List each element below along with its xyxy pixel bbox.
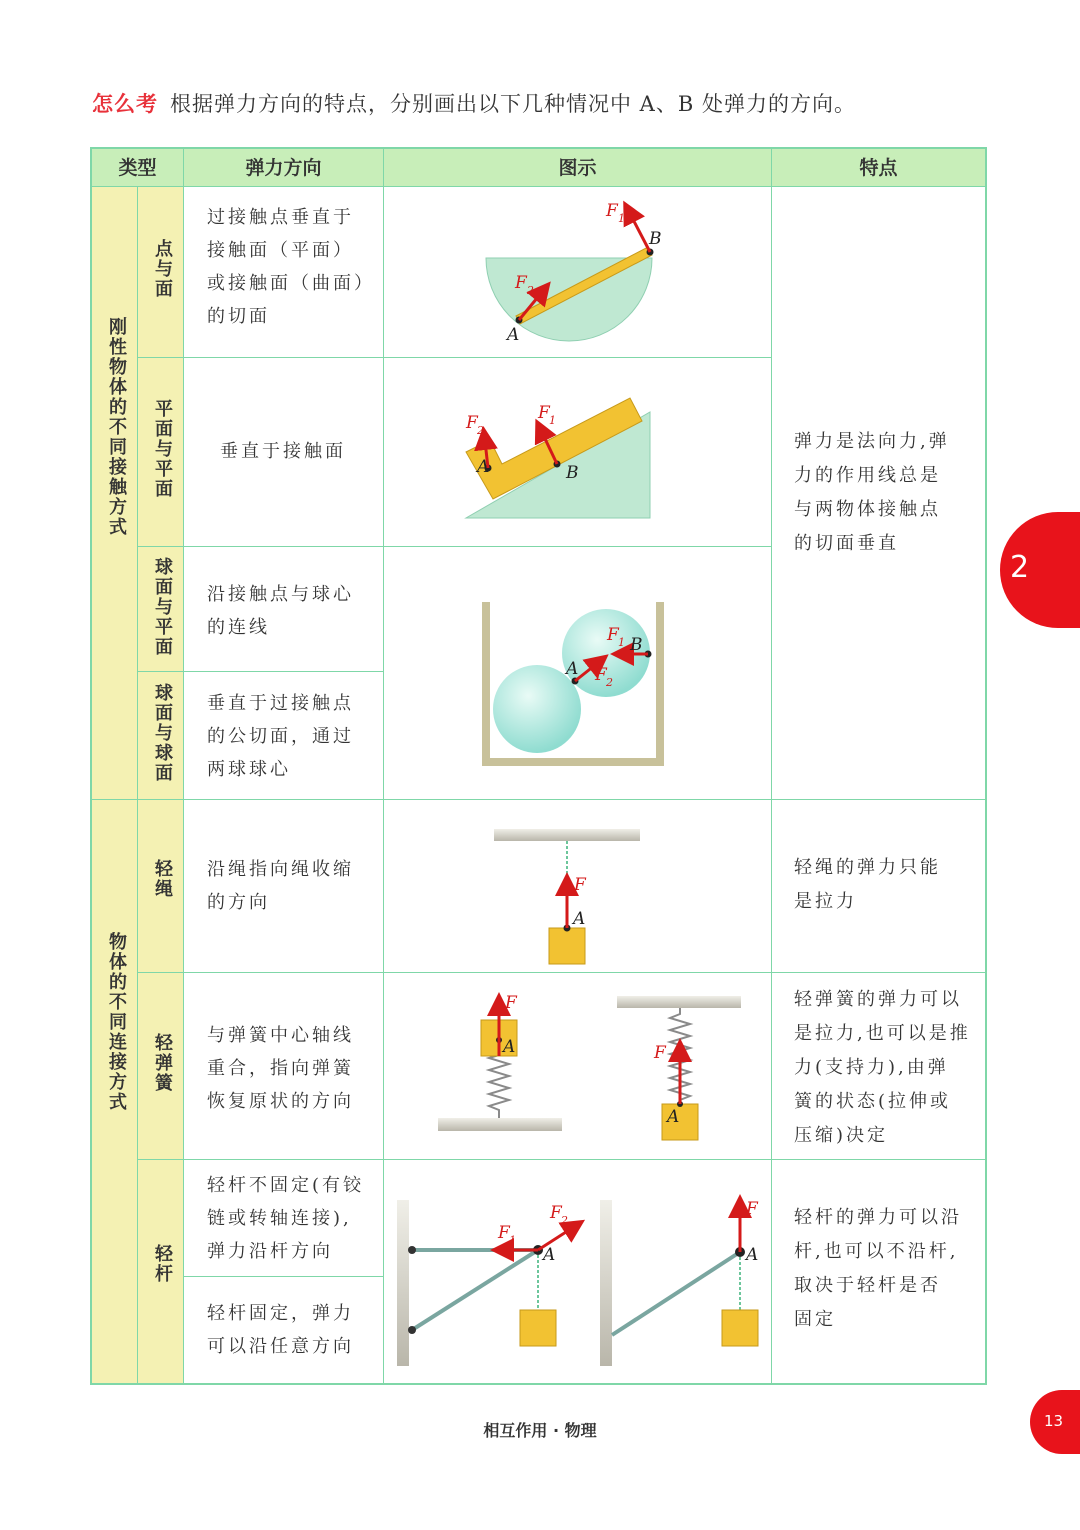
desc-line: 的方向: [207, 892, 270, 913]
desc-line: 重合，指向弹簧: [207, 1058, 354, 1079]
type-sphere-plane: 球面与平面: [152, 557, 173, 657]
desc-line: 或接触面（曲面）: [207, 273, 375, 294]
label-f: F: [606, 201, 618, 221]
feature-line: 弹力是法向力,弹: [794, 431, 950, 452]
type-rod: 轻杆: [152, 1244, 173, 1284]
label-b: B: [630, 635, 643, 655]
label-sub: 1: [618, 212, 625, 225]
figure-spheres: [486, 602, 660, 762]
feature-line: 的切面垂直: [794, 533, 899, 554]
feature-line: 与两物体接触点: [794, 499, 941, 520]
label-f: F: [607, 625, 619, 645]
desc-line: 的切面: [207, 306, 270, 327]
feature-line: 压缩)决定: [794, 1125, 889, 1146]
feature-line: 杆,也可以不沿杆,: [794, 1241, 959, 1262]
feature-line: 是拉力,也可以是推: [794, 1023, 971, 1044]
header-figure: 图示: [558, 157, 597, 179]
label-a: A: [746, 1245, 759, 1265]
figure-rod-fixed: [600, 1199, 759, 1366]
page-number: 13: [1044, 1412, 1064, 1430]
label-f: F: [498, 1223, 510, 1243]
type-rope: 轻绳: [152, 859, 173, 899]
wall-bar: [397, 1200, 409, 1366]
label-f: F: [515, 273, 527, 293]
label-f: F: [746, 1199, 758, 1219]
label-sub: 2: [561, 1214, 568, 1227]
label-f: F: [505, 993, 517, 1013]
label-f: F: [595, 665, 607, 685]
desc-line: 弹力沿杆方向: [207, 1241, 333, 1262]
chapter-number: 2: [1010, 550, 1030, 585]
desc-line: 与弹簧中心轴线: [207, 1025, 354, 1046]
group-rigid-label: 刚性物体的不同接触方式: [106, 317, 127, 537]
feature-line: 轻绳的弹力只能: [794, 857, 941, 878]
prompt-text: 根据弹力方向的特点，分别画出以下几种情况中 A、B 处弹力的方向。: [170, 92, 856, 116]
figure-spring-stretched: [617, 996, 741, 1140]
header-feature: 特点: [859, 157, 898, 179]
label-f: F: [466, 413, 478, 433]
desc-line: 两球球心: [207, 759, 291, 780]
fixed-rod: [612, 1252, 740, 1335]
type-plane-plane: 平面与平面: [152, 399, 173, 499]
figure-plane-plane: [465, 398, 650, 518]
label-a: A: [566, 659, 579, 679]
feature-line: 固定: [794, 1309, 836, 1330]
ceiling-bar: [617, 996, 741, 1008]
label-sub: 2: [606, 676, 613, 689]
label-f: F: [574, 875, 586, 895]
wall-bar: [600, 1200, 612, 1366]
desc-line: 的公切面，通过: [207, 726, 354, 747]
feature-line: 轻杆的弹力可以沿: [794, 1207, 962, 1228]
figure-rod-hinged: [397, 1200, 580, 1366]
feature-line: 是拉力: [794, 891, 857, 912]
desc-line: 的连线: [207, 617, 270, 638]
force-f1-arrow: [626, 206, 650, 252]
prompt-tag: 怎么考: [92, 92, 158, 116]
label-a: A: [573, 909, 586, 929]
label-sub: 1: [549, 414, 556, 427]
diagonal-rod: [412, 1250, 538, 1330]
hanging-block: [722, 1310, 758, 1346]
label-a: A: [667, 1107, 680, 1127]
label-a: A: [503, 1037, 516, 1057]
type-sphere-sphere: 球面与球面: [152, 683, 173, 783]
label-a: A: [543, 1245, 556, 1265]
page-footer: 相互作用 · 物理: [483, 1421, 597, 1440]
figure-spring-compressed: [438, 993, 562, 1131]
desc-line: 垂直于接触面: [220, 441, 346, 462]
desc-line: 过接触点垂直于: [207, 207, 354, 228]
label-sub: 1: [618, 636, 625, 649]
feature-line: 力的作用线总是: [794, 465, 941, 486]
label-f: F: [550, 1203, 562, 1223]
hanging-block: [520, 1310, 556, 1346]
feature-line: 簧的状态(拉伸或: [794, 1091, 952, 1112]
type-point-surface: 点与面: [152, 239, 173, 299]
label-f: F: [538, 403, 550, 423]
label-b: B: [566, 463, 579, 483]
feature-line: 取决于轻杆是否: [794, 1275, 941, 1296]
header-type: 类型: [118, 157, 157, 179]
desc-line: 链或转轴连接),: [207, 1208, 352, 1229]
feature-line: 力(支持力),由弹: [794, 1057, 949, 1078]
desc-line: 轻杆不固定(有铰: [207, 1175, 365, 1196]
desc-line: 轻杆固定，弹力: [207, 1303, 354, 1324]
type-spring: 轻弹簧: [152, 1033, 173, 1093]
desc-line: 沿接触点与球心: [207, 584, 354, 605]
feature-line: 轻弹簧的弹力可以: [794, 989, 962, 1010]
desc-line: 垂直于过接触点: [207, 693, 354, 714]
label-sub: 1: [509, 1234, 516, 1247]
desc-line: 接触面（平面）: [207, 240, 354, 261]
hinge-bottom: [408, 1326, 416, 1334]
label-b: B: [649, 229, 662, 249]
desc-line: 可以沿任意方向: [207, 1336, 354, 1357]
hinge-top: [408, 1246, 416, 1254]
desc-line: 沿绳指向绳收缩: [207, 859, 354, 880]
header-direction: 弹力方向: [245, 157, 322, 179]
label-sub: 2: [527, 284, 534, 297]
figure-point-surface: [486, 201, 662, 345]
label-sub: 2: [477, 424, 484, 437]
floor-bar: [438, 1118, 562, 1131]
label-f: F: [654, 1043, 666, 1063]
desc-line: 恢复原状的方向: [207, 1091, 354, 1112]
figure-rope: [494, 829, 640, 964]
hanging-block: [549, 928, 585, 964]
spring-coil: [489, 1055, 509, 1118]
group-connect-label: 物体的不同连接方式: [106, 932, 127, 1112]
label-a: A: [477, 457, 490, 477]
label-a: A: [507, 325, 520, 345]
ceiling-bar: [494, 829, 640, 841]
